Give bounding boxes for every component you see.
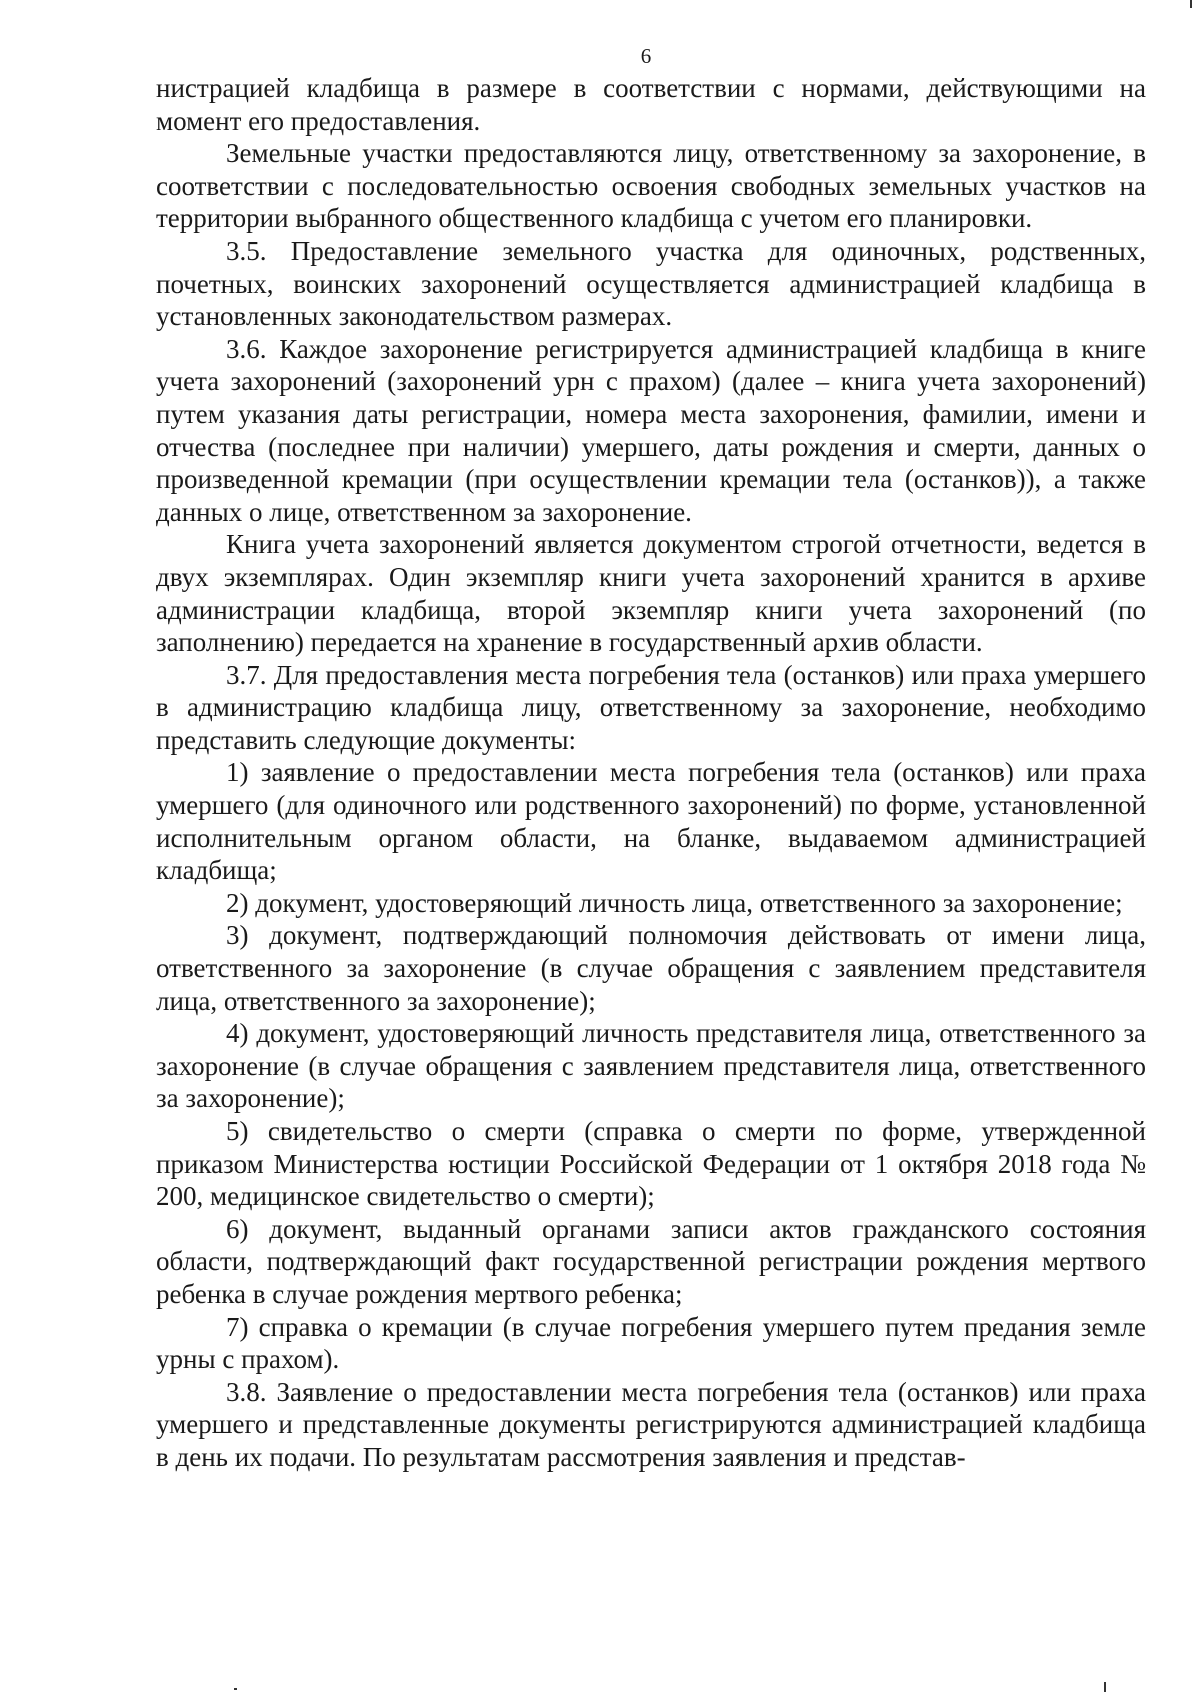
paragraph-continuation: нистрацией кладбища в размере в соответствии с нормами, действующими на момент его предоставления. <box>156 73 1146 136</box>
list-item-2: 2) документ, удостоверяющий личность лица, ответственного за захоронение; <box>226 887 1123 918</box>
page-number: 6 <box>640 44 652 68</box>
paragraph-3-5: 3.5. Предоставление земельного участка для одиночных, родственных, почетных, воинских захоронений осуществляется администрацией кладбища в установленных законодательством размерах. <box>156 235 1146 332</box>
list-item-6: 6) документ, выданный органами записи актов гражданского состояния области, подтверждающий факт государственной регистрации рождения мертвого ребенка в случае рождения мертвого ребенка; <box>156 1213 1146 1309</box>
list-item-4: 4) документ, удостоверяющий личность представителя лица, ответственного за захоронение (в случае обращения с заявлением представителя лица, ответственного за захоронение); <box>156 1018 1146 1114</box>
list-item-5: 5) свидетельство о смерти (справка о смерти по форме, утвержденной приказом Министерства юстиции Российской Федерации от 1 октября 2018 года № 200, медицинское свидетельство о смерти); <box>156 1116 1146 1212</box>
scan-artifact-top-right <box>1190 0 1192 8</box>
paragraph-burial-book: Книга учета захоронений является документом строгой отчетности, ведется в двух экземплярах. Один экземпляр книги учета захоронений хранится в архиве администрации кладбища, второй экземпляр книги учета захоронений (по заполнению) передается на хранение в государственный архив области. <box>156 529 1146 658</box>
paragraph-3-6: 3.6. Каждое захоронение регистрируется администрацией кладбища в книге учета захоронений (захоронений урн с прахом) (далее – книга учета захоронений) путем указания даты регистрации, номера места захоронения, фамилии, имени и отчества (последнее при наличии) умершего, даты рождения и смерти, данных о произведенной кремации (при осуществлении кремации тела (останков)), а также данных о лице, ответственном за захоронение. <box>156 333 1146 527</box>
list-item-1: 1) заявление о предоставлении места погребения тела (останков) или праха умершего (для одиночного или родственного захоронений) по форме, установленной исполнительным органом области, на бланке, выдаваемом администрацией кладбища; <box>156 757 1146 886</box>
document-body <box>156 72 1146 1474</box>
scan-artifact-bottom-left <box>234 1688 237 1690</box>
paragraph-3-7: 3.7. Для предоставления места погребения тела (останков) или праха умершего в администрацию кладбища лицу, ответственному за захоронение, необходимо представить следующие документы: <box>156 659 1146 755</box>
scan-artifact-bottom-right <box>1104 1682 1106 1692</box>
paragraph-3-8: 3.8. Заявление о предоставлении места погребения тела (останков) или праха умершего и представленные документы регистрируются администрацией кладбища в день их подачи. По результатам рассмотрения заявления и представ- <box>156 1376 1146 1472</box>
paragraph-land-plots: Земельные участки предоставляются лицу, ответственному за захоронение, в соответствии с последовательностью освоения свободных земельных участков на территории выбранного общественного кладбища с учетом его планировки. <box>156 138 1146 234</box>
list-item-3: 3) документ, подтверждающий полномочия действовать от имени лица, ответственного за захоронение (в случае обращения с заявлением представителя лица, ответственного за захоронение); <box>156 920 1146 1016</box>
list-item-7: 7) справка о кремации (в случае погребения умершего путем предания земле урны с прахом). <box>156 1311 1146 1375</box>
